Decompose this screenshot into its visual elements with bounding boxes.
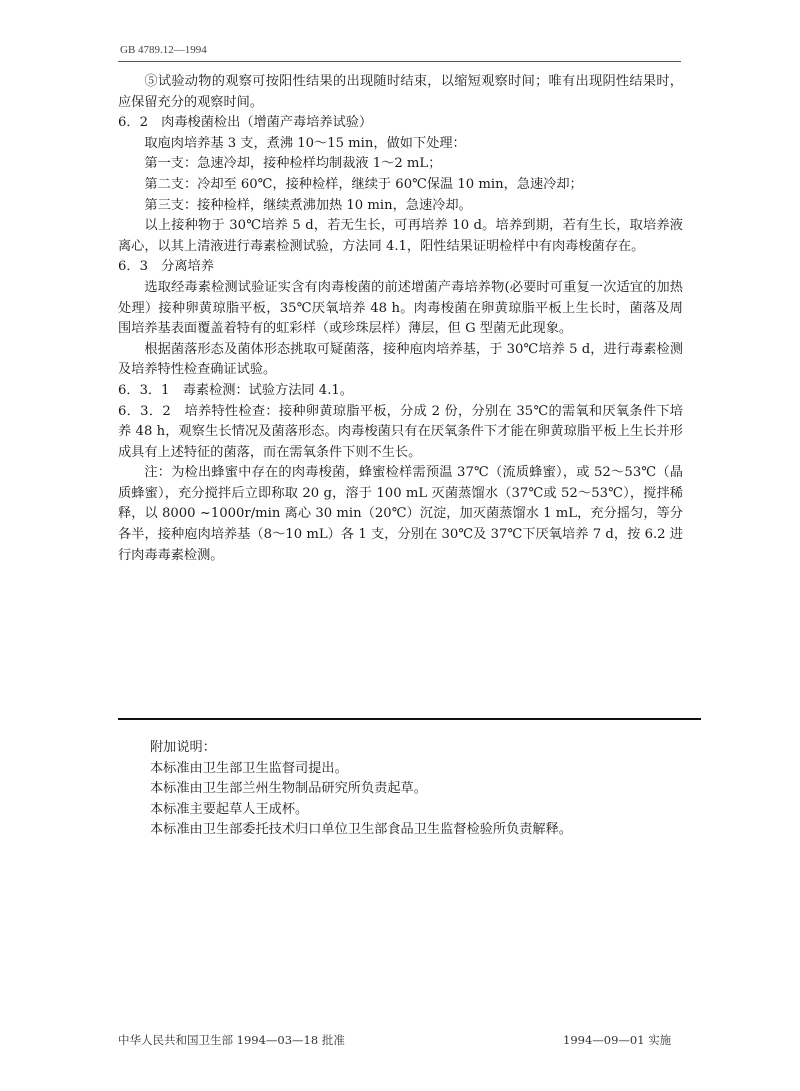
section-6-2-heading: 6．2 肉毒梭菌检出（增菌产毒培养试验） [118, 115, 373, 131]
document-body [118, 72, 683, 566]
appendix-line: 本标准主要起草人王成杯。 [150, 801, 309, 817]
appendix-notes [150, 738, 710, 841]
paragraph-observation-note: ⑤试验动物的观察可按阳性结果的出现随时结束，以缩短观察时间；唯有出现阴性结果时，应保留充分的观察时间。 [118, 74, 683, 110]
implementation-footer: 1994—09—01 实施 [563, 1033, 672, 1047]
paragraph-isolation: 选取经毒素检测试验证实含有肉毒梭菌的前述增菌产毒培养物(必要时可重复一次适宜的加热处理）接种卵黄琼脂平板，35℃厌氧培养 48 h。肉毒梭菌在卵黄琼脂平板上生长时，菌落及周围培养基表面覆盖着特有的虹彩样（或珍珠层样）薄层，但 G 型菌无此现象。 [118, 279, 683, 337]
appendix-line: 本标准由卫生部兰州生物制品研究所负责起草。 [150, 781, 427, 797]
header-divider [118, 61, 681, 62]
section-6-3-heading: 6．3 分离培养 [118, 259, 214, 275]
section-6-3-1: 6．3．1 毒素检测：试验方法同 4.1。 [118, 382, 353, 398]
paragraph-tube-1: 第一支：急速冷却，接种检样均制裁液 1～2 mL； [144, 156, 442, 172]
paragraph-incubation: 以上接种物于 30℃培养 5 d，若无生长，可再培养 10 d。培养到期，若有生长，取培养液离心，以其上清液进行毒素检测试验，方法同 4.1，阳性结果证明检样中有肉毒梭菌存在。 [118, 218, 683, 254]
appendix-divider [118, 718, 701, 720]
appendix-line: 本标准由卫生部卫生监督司提出。 [150, 760, 348, 776]
paragraph-medium-prep: 取庖肉培养基 3 支，煮沸 10～15 min，做如下处理： [144, 135, 466, 151]
standard-number-header: GB 4789.12—1994 [120, 44, 207, 56]
paragraph-tube-2: 第二支：冷却至 60℃，接种检样，继续于 60℃保温 10 min，急速冷却； [144, 176, 583, 192]
paragraph-colony-selection: 根据菌落形态及菌体形态挑取可疑菌落，接种庖肉培养基，于 30℃培养 5 d，进行毒素检测及培养特性检查确证试验。 [118, 341, 683, 378]
section-6-3-2: 6．3．2 培养特性检查：接种卵黄琼脂平板，分成 2 份，分别在 35℃的需氧和厌氧条件下培养 48 h，观察生长情况及菌落形态。肉毒梭菌只有在厌氧条件下才能在卵黄琼脂平板上生长并形成具有上述特征的菌落，而在需氧条件下则不生长。 [118, 403, 683, 460]
appendix-title: 附加说明： [150, 740, 216, 755]
approval-footer: 中华人民共和国卫生部 1994—03—18 批准 [118, 1033, 345, 1047]
paragraph-tube-3: 第三支：接种检样，继续煮沸加热 10 min，急速冷却。 [144, 197, 472, 213]
paragraph-honey-note: 注：为检出蜂蜜中存在的肉毒梭菌，蜂蜜检样需预温 37℃（流质蜂蜜），或 52～53℃（晶质蜂蜜），充分搅拌后立即称取 20 g，溶于 100 mL 灭菌蒸馏水（37℃或 52～53℃），搅拌稀释，以 8000 ~1000r/min 离心 30 min（20℃）沉淀，加灭菌蒸馏水 1 mL，充分摇匀，等分各半，接种庖肉培养基（8～10 mL）各 1 支，分别在 30℃及 37℃下厌氧培养 7 d，按 6.2 进行肉毒毒素检测。 [118, 465, 683, 563]
appendix-line: 本标准由卫生部委托技术归口单位卫生部食品卫生监督检验所负责解释。 [150, 822, 572, 838]
